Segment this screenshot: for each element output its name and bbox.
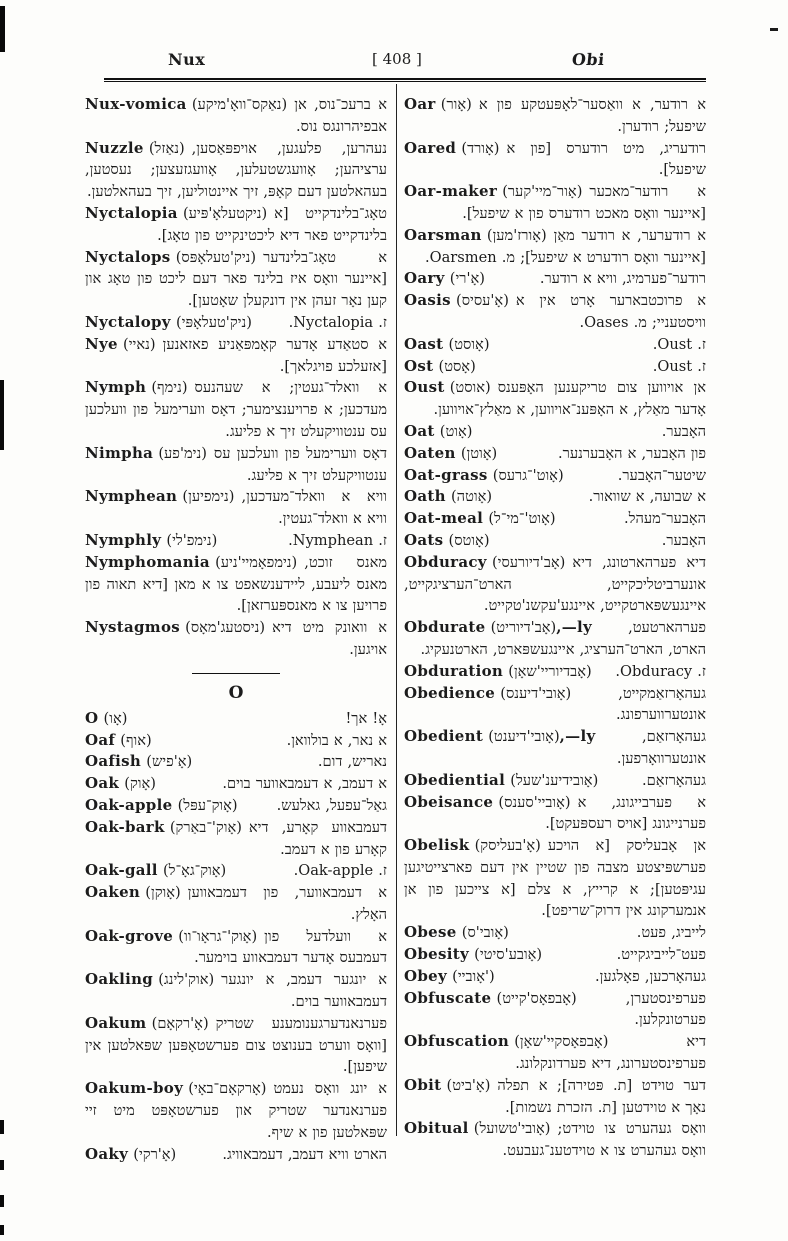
entry-definition: א פרוכטבארער אָרט אין א וויסטעניי; מ. Oases.: [515, 292, 706, 331]
dictionary-entry: [404, 94, 706, 138]
entry-headword-text: Oakum-boy: [85, 1079, 184, 1098]
entry-pronunciation: (נימפאָמיי'ניע): [215, 553, 298, 571]
entry-definition: געהאָרזאַמקייט, אונטערווערפונג.: [616, 684, 706, 724]
entry-headword: [85, 1013, 209, 1035]
entry-pronunciation: (אָוסט): [448, 335, 490, 353]
entry-headword-text: Obeisance: [404, 792, 494, 811]
dictionary-entry: [404, 1075, 706, 1119]
page-header: [0, 50, 788, 76]
entry-pronunciation: (אָו): [103, 709, 128, 727]
dictionary-entry: [404, 552, 706, 617]
header-rule: [104, 78, 706, 82]
entry-pronunciation: (אָוק): [124, 775, 156, 793]
entry-headword: [85, 730, 152, 752]
left-column: [85, 94, 387, 1165]
dictionary-entry: [85, 530, 387, 552]
dictionary-entry: [404, 225, 706, 269]
entry-headword: [85, 443, 207, 465]
entry-headword-text: Ost: [404, 356, 434, 375]
entry-headword: [85, 751, 192, 773]
entry-headword: [404, 988, 577, 1010]
entry-headword: [85, 773, 156, 795]
dictionary-entry: [404, 290, 706, 334]
dictionary-entry: [85, 617, 387, 661]
section-letter: O: [228, 682, 244, 703]
entry-pronunciation: (אָוקן): [145, 884, 181, 902]
entry-headword: [85, 312, 252, 334]
entry-pronunciation: (אָורז'מען): [486, 226, 547, 244]
dictionary-entry: [404, 1031, 706, 1075]
entry-definition: א שבועה, א שוואור.: [588, 488, 706, 506]
entry-headword-text: Oat-grass: [404, 465, 488, 484]
entry-definition: א טאָג־בלינדער [איינער וואָס איז בלינד פאר דעם ליכט פון טאָג און קען נאָר זעהן אין דונקעלן שאָטען].: [85, 248, 387, 310]
entry-headword: [404, 922, 509, 944]
entry-headword-text: Oakum: [85, 1013, 147, 1032]
section-divider-rule: [192, 673, 280, 674]
entry-definition: אן אָבעליסק [א הויכע פערשפּיצטע מצבה פון שטיין אין דעם פארצייטיגען עגיפּטען]; א קרייץ, א צלם [א צייכען פון אן אנמערקונג אין דרוק־שריפט].: [404, 837, 706, 920]
entry-pronunciation: (אָוק'־באַרק): [169, 818, 242, 836]
dictionary-entry: [85, 751, 387, 773]
entry-headword: [404, 661, 592, 683]
entry-pronunciation: (אוף): [120, 731, 152, 749]
entry-headword: [85, 882, 181, 904]
entry-pronunciation: (אָוביי'): [452, 967, 495, 985]
dictionary-entry: [404, 617, 706, 661]
entry-headword-text: Obesity: [404, 945, 469, 964]
entry-definition: נאריש, דום.: [317, 753, 387, 771]
dictionary-entry: [85, 882, 387, 926]
entry-definition: געהאָרזאַם, אונטערוואָרפען.: [616, 728, 706, 767]
dictionary-entry: [85, 1144, 387, 1166]
entry-headword: [85, 552, 297, 574]
entry-definition: פערפינסטערן, פערטונקלען.: [625, 989, 706, 1029]
entry-headword: [85, 708, 127, 730]
dictionary-entry: [85, 334, 387, 378]
dictionary-entry: [404, 966, 706, 988]
entry-headword: [85, 377, 188, 399]
entry-pronunciation: (אָב'דיוריט): [490, 619, 557, 637]
entry-headword-text: Oath: [404, 487, 446, 506]
right-column: [404, 94, 706, 1162]
entry-definition: רודער־פערמיג, וויא א רודער.: [539, 270, 706, 288]
dictionary-entry: [404, 988, 706, 1032]
entry-headword: [404, 1031, 608, 1053]
scan-edge-artifact: [0, 380, 4, 450]
entry-definition: מאנס זוכט, מאנס ליעבע, ליידענשאפט צו א מאן [דיא תאוה פון פרויען צו א מאנספּערזאן].: [85, 553, 387, 615]
dictionary-entry: [404, 465, 706, 487]
entry-headword: [404, 530, 490, 552]
entry-headword-text: Oarsman: [404, 225, 482, 244]
entry-headword-text: Nymphean: [85, 487, 178, 506]
entry-pronunciation: (אָובע'סיטי): [474, 946, 543, 964]
entry-definition: גאַל־עפעל, גאלעש.: [276, 796, 387, 814]
entry-headword-text: Oaten: [404, 443, 456, 462]
entry-pronunciation: (אָוביי'סענס): [498, 793, 571, 811]
header-word-left: Nux: [168, 50, 206, 69]
entry-pronunciation: (ניסטעג'מאָס): [185, 619, 266, 637]
dictionary-entry: [404, 683, 706, 727]
entry-headword-text: Oakling: [85, 970, 154, 989]
entry-pronunciation: (אָוטה): [450, 488, 493, 506]
entry-definition: וויא א וואלד־מעדכען, וויא א וואלד־געטין.: [241, 488, 387, 528]
entry-headword-text: Nyctalopy: [85, 312, 171, 331]
entry-pronunciation: (נאַקס־וואָ'מיקע): [191, 96, 288, 113]
entry-headword-text: Oak-grove: [85, 926, 174, 945]
dictionary-entry: [85, 94, 387, 138]
entry-pronunciation: (נימפיען): [182, 488, 235, 506]
dictionary-entry: [404, 421, 706, 443]
entry-headword: [85, 94, 287, 116]
entry-definition: א דעמבאווער, פון דעמבאווען האָלץ.: [187, 884, 387, 923]
entry-headword-text: Oasis: [404, 291, 451, 310]
entry-definition: א רודערער, א רודער מאַן [איינער וואָס רודערט א שיפעל]; מ. Oarsmen.: [424, 226, 706, 266]
entry-headword-text: Obit: [404, 1075, 442, 1094]
dictionary-entry: [404, 835, 706, 922]
dictionary-entry: [404, 1118, 706, 1162]
entry-definition: אן אויווען צום טריקענען האָפּענס אָדער מאַלץ, א האָפּענ־אויווען, א מאַלץ־אויווען.: [433, 379, 706, 419]
entry-headword-text: Oak-apple: [85, 795, 173, 814]
entry-definition: פעט־לייביגקייט.: [616, 946, 706, 964]
dictionary-entry: [404, 792, 706, 836]
entry-definition: האָבער־מעהל.: [624, 510, 706, 528]
entry-definition: פערנאנדערגענומענע שטריק [וואָס ווערט בענוצט צום פערשטאָפּען שפּאלטען אין שיפען].: [85, 1014, 387, 1076]
dictionary-entry: [404, 726, 706, 770]
entry-headword: [404, 138, 499, 160]
entry-definition: דעמבאווע קאָרע, דיא קאָרע פון א דעמב.: [248, 818, 387, 858]
entry-definition: ז. Oust.: [652, 357, 706, 375]
dictionary-entry: [404, 486, 706, 508]
entry-headword-text: Obey: [404, 966, 448, 985]
dictionary-entry: [85, 443, 387, 487]
entry-definition: פערהארטעט, הארט, הארט־הערציג, איינגעשפּארט, הארטנעקיג.: [420, 619, 706, 658]
entry-pronunciation: (אָ'עסיס): [456, 292, 509, 310]
dictionary-entry: [85, 730, 387, 752]
entry-pronunciation: (אָרקאָם־באָי): [188, 1080, 267, 1098]
entry-headword-text: Obduracy: [404, 552, 487, 571]
entry-pronunciation: (אָורד): [461, 139, 500, 157]
scan-speck-artifact: [770, 28, 778, 31]
entry-pronunciation: (אָוק'־גראָו־וו): [178, 927, 258, 945]
entry-definition: טאָג־בלינדקייט [א בלינדקייט פאר דיא ליכטינקייט פון טאָג].: [157, 204, 387, 244]
entry-definition: דער טוידט [ת. פּטירה]; א תפלה נאָך א טוידטען [ת. הזכרת נשמות].: [497, 1076, 706, 1116]
entry-headword-text: Nye: [85, 334, 118, 353]
entry-headword: [404, 1075, 490, 1097]
dictionary-entry: [85, 552, 387, 617]
dictionary-entry: [404, 443, 706, 465]
entry-headword-text: Obduration: [404, 661, 504, 680]
dictionary-entry: [85, 1013, 387, 1078]
entry-headword: [85, 203, 267, 225]
entry-definition: רודעריג, מיט רודערס [פון א שיפעל].: [506, 139, 706, 179]
dictionary-entry: [404, 138, 706, 182]
scan-edge-artifact: [0, 6, 5, 52]
entry-headword-text: Obedient: [404, 727, 484, 746]
dictionary-entry: [404, 377, 706, 421]
entry-headword: [404, 617, 592, 639]
scan-edge-artifact: [0, 1120, 4, 1134]
entry-headword: [404, 356, 476, 378]
entry-definition: א וועלדעל פון דעמבעס אָדער דעמבאווע בוימער.: [194, 927, 387, 967]
entry-pronunciation: (אָובידיענ'שעל): [510, 771, 599, 789]
entry-definition: א סטאַדע אָדער קאָמפּאַניע פאזאנען [אזעלכע פויגלאך].: [162, 335, 387, 375]
entry-pronunciation: (אָ'רקאָם): [151, 1014, 209, 1032]
entry-headword-text: Obediential: [404, 770, 506, 789]
dictionary-entry: [85, 773, 387, 795]
scan-edge-artifact: [0, 1195, 4, 1207]
dictionary-entry: [404, 770, 706, 792]
entry-headword: [404, 377, 491, 399]
dictionary-entry: [85, 1078, 387, 1143]
entry-pronunciation: (נאַזל): [148, 139, 185, 157]
entry-headword: [85, 530, 217, 552]
entry-definition: הארט וויא דעמב, דעמבאוויג.: [222, 1145, 387, 1163]
dictionary-entry: [404, 944, 706, 966]
dictionary-entry: [85, 203, 387, 247]
entry-headword: [85, 1078, 266, 1100]
entry-headword-text: Oast: [404, 334, 444, 353]
dictionary-entry: [404, 268, 706, 290]
entry-pronunciation: (אָובי'דיענס): [500, 684, 572, 702]
dictionary-entry: [85, 860, 387, 882]
entry-pronunciation: (ניק'טעלאָפּי): [175, 313, 252, 331]
entry-definition: א דעמב, א דעמבאווער בוים.: [222, 775, 387, 793]
entry-headword-text: Obitual: [404, 1119, 469, 1138]
entry-definition: געהאָרכען, פאָלגען.: [595, 967, 706, 985]
entry-pronunciation: (אָב'דיורעסי): [491, 553, 566, 571]
dictionary-entry: [404, 661, 706, 683]
entry-definition: א נאר, א בולוואן.: [286, 731, 387, 749]
entry-headword: [85, 486, 235, 508]
entry-headword: [404, 268, 485, 290]
dictionary-entry: [85, 486, 387, 530]
entry-headword-text: Obfuscate: [404, 988, 492, 1007]
dictionary-entry: [404, 356, 706, 378]
entry-headword-text: Obfuscation: [404, 1032, 510, 1051]
entry-definition: דאָס ווערימעל פון וועלכען עס ענטוויקעלט זיך א פליעג.: [213, 444, 387, 484]
entry-headword: [404, 181, 582, 203]
entry-definition: א יונג וואָס נעמט פערנאנדער שטריק און פערשטאָפּט מיט זיי שפּאלטען פון א שיף.: [85, 1080, 387, 1141]
entry-headword-text: Oaky: [85, 1144, 129, 1163]
entry-headword: [85, 617, 265, 639]
entry-headword-text: Obese: [404, 923, 457, 942]
entry-definition: א ברעכ־נוס, אן אבפיהרונגס נוס.: [294, 96, 387, 135]
dictionary-entry: [85, 926, 387, 970]
entry-pronunciation: (אָובי'ס): [461, 924, 509, 942]
entry-headword-text: Nymph: [85, 378, 147, 397]
dictionary-entry: [404, 181, 706, 225]
entry-definition: ז. Oak-apple.: [293, 862, 387, 880]
entry-definition: א פערבייגונג, א פערנייגונג [אויס רעספּעקט].: [545, 793, 706, 833]
entry-pronunciation: (אָור־מיי'קער): [502, 183, 583, 201]
entry-headword-text: Oak: [85, 774, 120, 793]
entry-headword-text: Oak-bark: [85, 817, 165, 836]
entry-headword-text: Oat: [404, 421, 435, 440]
entry-headword-text: Obelisk: [404, 836, 470, 855]
entry-pronunciation: (אָבפאָס'קייט): [496, 989, 577, 1007]
entry-headword-text: Nymphly: [85, 530, 162, 549]
entry-definition: אָ! אך!: [345, 709, 387, 727]
entry-pronunciation: (אָוטס): [448, 531, 490, 549]
entry-headword: [85, 969, 214, 991]
header-word-right: Obi: [571, 50, 606, 69]
entry-headword-text: Nimpha: [85, 443, 154, 462]
entry-pronunciation: (אָבפאָסקיי'שאָן): [514, 1033, 609, 1051]
entry-headword: [85, 247, 256, 269]
entry-suffix: ,—ly: [556, 618, 593, 637]
entry-pronunciation: (אָובי'דיענט): [488, 728, 560, 746]
entry-pronunciation: (אָ'פיש): [146, 753, 193, 771]
entry-pronunciation: (אוסט): [449, 379, 491, 397]
entry-pronunciation: (נימ'פע): [158, 444, 207, 462]
entry-definition: דיא פערהארטונג, דיא אונערביטליכקייט, הארט־הערציגקייט, איינגעשפּארטקייט, איינגע'עקשנ'טקייט.: [404, 553, 706, 615]
entry-pronunciation: (ניק'טעלאָפּס): [175, 248, 257, 266]
column-divider-rule: [396, 84, 397, 1136]
entry-pronunciation: (אָובי'טשועל): [473, 1120, 551, 1138]
entry-pronunciation: (נימף): [151, 379, 188, 397]
dictionary-entry: [404, 922, 706, 944]
entry-headword: [85, 334, 156, 356]
entry-headword-text: Nystagmos: [85, 618, 181, 637]
entry-definition: האָבער.: [661, 422, 706, 440]
entry-headword: [85, 1144, 176, 1166]
entry-definition: ז. Nyctalopia.: [288, 313, 387, 331]
dictionary-entry: [85, 817, 387, 861]
entry-headword-text: Oats: [404, 530, 444, 549]
entry-headword: [404, 944, 542, 966]
entry-headword-text: Oaken: [85, 883, 141, 902]
entry-pronunciation: (ניקטעלאָ'פּיע): [182, 204, 268, 222]
entry-pronunciation: (אָסט): [438, 357, 476, 375]
entry-headword-text: Oafish: [85, 752, 142, 771]
entry-definition: לייביג, פעט.: [636, 924, 706, 942]
entry-definition: האָבער.: [661, 531, 706, 549]
entry-headword-text: Oust: [404, 378, 445, 397]
entry-headword-text: Obdurate: [404, 618, 486, 637]
entry-headword: [404, 486, 492, 508]
entry-definition: א וואונק מיט דיא אויגען.: [272, 619, 387, 658]
entry-headword: [404, 726, 595, 748]
entry-headword: [404, 94, 472, 116]
entry-definition: א רודער, א וואַסער־לאָפּעטקע פון א שיפעל; רודערן.: [478, 96, 706, 135]
section-divider: [85, 673, 387, 704]
entry-headword-text: Oar-maker: [404, 182, 498, 201]
entry-definition: א רודער־מאכער [איינער וואָס מאכט רודערס פון א שיפעל].: [462, 183, 706, 222]
entry-headword-text: O: [85, 708, 99, 727]
entry-pronunciation: (נימפ'לי): [166, 531, 218, 549]
entry-pronunciation: (אָוט'־מי־ל): [488, 510, 556, 528]
dictionary-entry: [404, 334, 706, 356]
entry-pronunciation: (אָוטן): [460, 444, 498, 462]
entry-headword: [404, 508, 556, 530]
entry-headword-text: Nyctalops: [85, 247, 171, 266]
entry-headword: [404, 443, 497, 465]
entry-headword-text: Oat-meal: [404, 509, 484, 528]
dictionary-entry: [85, 312, 387, 334]
entry-pronunciation: (אָוט'־גרעס): [492, 466, 564, 484]
entry-headword: [404, 966, 495, 988]
entry-headword-text: Oar: [404, 95, 436, 113]
entry-headword: [404, 683, 571, 705]
entry-definition: וואָס געהערט צו טוידט; וואָס געהערט צו א טוידטענ־געבעט.: [502, 1120, 706, 1160]
entry-headword: [85, 795, 238, 817]
entry-headword-text: Nuzzle: [85, 138, 144, 157]
dictionary-entry: [404, 508, 706, 530]
entry-headword-text: Nymphomania: [85, 552, 210, 571]
dictionary-entry: [85, 969, 387, 1013]
entry-headword: [404, 465, 564, 487]
entry-headword: [404, 792, 571, 814]
entry-headword-text: Nux-vomica: [85, 95, 187, 113]
entry-definition: א יונגער דעמב, א יונגער דעמבאווער בוים.: [221, 971, 387, 1011]
entry-headword-text: Nyctalopia: [85, 203, 178, 222]
entry-headword: [85, 926, 257, 948]
entry-headword-text: Oak-gall: [85, 861, 158, 880]
entry-headword-text: Oary: [404, 269, 445, 288]
scan-edge-artifact: [0, 1160, 4, 1170]
entry-pronunciation: (אָוק־עפּל): [177, 796, 238, 814]
entry-headword: [404, 835, 541, 857]
entry-definition: א וואלד־געטין; א שעהנעס מעדכען; א פרויענצימער; דאָס ווערימעל פון וועלכען עס ענטוויקעלט זיך א פליעג.: [85, 379, 387, 440]
entry-pronunciation: (אָ'רי): [449, 270, 485, 288]
entry-headword: [404, 225, 547, 247]
entry-headword: [404, 552, 565, 574]
entry-pronunciation: (אוק'לינג): [158, 971, 215, 989]
entry-headword: [404, 334, 490, 356]
entry-pronunciation: (אָוק־גאָ־ל): [162, 862, 227, 880]
entry-headword-text: Obedience: [404, 683, 496, 702]
page-number: [ 408 ]: [372, 50, 422, 68]
entry-definition: ז. Oust.: [652, 335, 706, 353]
entry-definition: ז. Nymphean.: [288, 531, 387, 549]
dictionary-entry: [85, 708, 387, 730]
entry-pronunciation: (אָור): [440, 96, 472, 113]
dictionary-entry: [404, 530, 706, 552]
entry-definition: פון האָבער, א האָבערנער.: [558, 444, 706, 462]
entry-headword: [404, 1118, 551, 1140]
entry-pronunciation: (אָוט): [439, 422, 473, 440]
entry-headword-text: Oared: [404, 138, 457, 157]
entry-headword: [404, 421, 472, 443]
entry-headword: [404, 290, 509, 312]
entry-definition: ז. Obduracy.: [615, 662, 706, 680]
entry-headword: [85, 138, 185, 160]
entry-pronunciation: (אָ'רקי): [133, 1145, 177, 1163]
entry-pronunciation: (אָ'בעליסק): [474, 837, 541, 855]
entry-definition: דיא פערפינסטערונג, דיא פערדונקלונג.: [515, 1033, 706, 1073]
dictionary-entry: [85, 795, 387, 817]
entry-headword: [85, 860, 226, 882]
dictionary-entry: [85, 138, 387, 203]
entry-pronunciation: (אָבדיוריי'שאָן): [508, 662, 592, 680]
entry-suffix: ,—ly: [559, 727, 596, 746]
dictionary-entry: [85, 377, 387, 442]
entry-headword: [85, 817, 242, 839]
entry-definition: געהאָרזאַם.: [642, 771, 706, 789]
dictionary-entry: [85, 247, 387, 312]
entry-headword: [404, 770, 598, 792]
entry-definition: שיטער־האָבער.: [617, 466, 706, 484]
entry-definition: נעהרען, פלעגען, אויפפּאַסען, ערציהען; אָוועגשטעלען, אָוועגזעצען; נעסטען, בעהאלטען דעם קאָפּ, זיך איינטוליען, זיך בעהאלטען.: [85, 139, 387, 201]
entry-headword-text: Oaf: [85, 730, 116, 749]
entry-pronunciation: (נאיי): [123, 335, 156, 353]
scan-edge-artifact: [0, 1225, 4, 1235]
entry-pronunciation: (אָ'ביט): [446, 1076, 491, 1094]
